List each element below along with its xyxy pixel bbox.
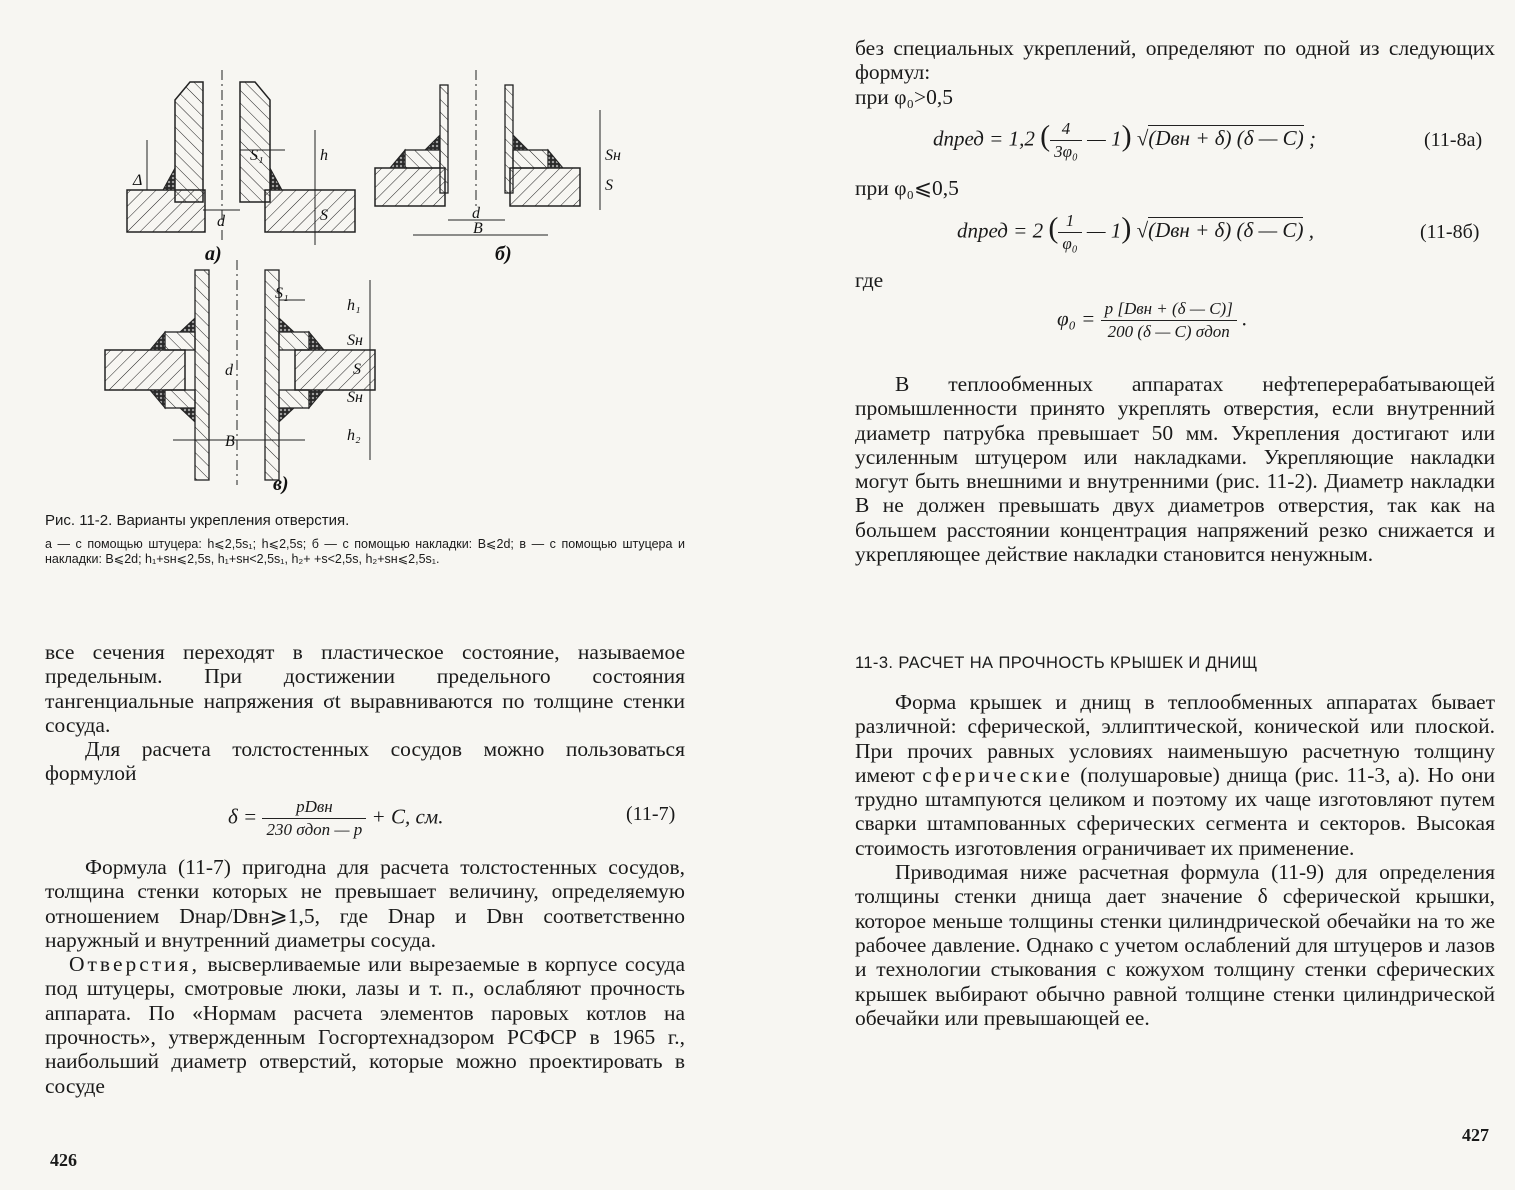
formula-11-7-denominator: 230 σдоп — p [266,820,363,839]
formula-11-8a-fraction [1050,118,1082,163]
formula-11-8a-num: 4 [1050,118,1082,141]
dim-label-h-a: h [320,147,328,164]
subfigure-b [375,70,621,265]
formula-11-8a-root: (Dвн + δ) (δ — C) [1148,126,1304,151]
dim-label-s-b: S [605,177,613,194]
right-paragraph-2: В теплообменных аппаратах нефтеперерабатывающей промышленности принято укреплять отверстия, если внутренний диаметр патрубка превышает 50 мм. Укрепления достигают или усиленным штуцером или накладками. Укрепляющие накладки могут быть внешними и внутренними (рис. 11-2). Диаметр накладки B не должен превышать двух диаметров отверстия, так как на большем расстоянии концентрация напряжений резко снижается и укрепляющее действие накладки становится ненужным. [855,372,1495,567]
equation-number-11-8b: (11-8б) [1420,221,1480,243]
subfigure-a-label: а) [205,243,222,265]
formula-11-8b-num: 1 [1058,210,1081,233]
subfigure-b-label: б) [495,243,512,265]
paragraph-4-text: высверливаемые или вырезаемые в корпусе сосуда под штуцеры, смотровые люки, лазы и т. п., ослабляют прочность аппарата. По «Нормам расчета элементов паровых котлов на прочность», утвержденным Госгортехнадзором РСФСР в 1965 г., наибольший диаметр отверстий, которые можно проектировать в сосуде [45,952,685,1098]
equation-number-11-7: (11-7) [626,803,676,825]
right-paragraph-3-spaced: сферические [922,762,1073,787]
dim-label-s-a: S [320,207,328,224]
formula-11-7 [228,796,443,841]
formula-phi-end: . [1242,306,1248,331]
formula-11-8a-end: ; [1308,126,1316,151]
paragraph-4-spaced-word: Отверстия, [69,952,200,977]
formula-11-8a-den: 3φ₀ [1054,142,1078,161]
formula-11-8a-tail: — 1 [1087,126,1122,151]
formula-11-8b-end: , [1308,218,1314,243]
right-paragraph-1: без специальных укреплений, определяют по одной из следующих формул: [855,36,1495,85]
right-paragraph-3 [855,690,1495,860]
dim-label-d-v: d [225,362,233,379]
dim-label-sn-bottom-v: Sн [347,389,363,406]
formula-phi-fraction [1101,298,1237,343]
dim-label-sn-b: Sн [605,147,621,164]
right-paragraph-4: Приводимая ниже расчетная формула (11-9) для определения толщины стенки днища дает значение δ сферической крышки, которое меньше толщины стенки цилиндрической обечайки на то же рабочее давление. Однако с учетом ослаблений для штуцеров и лазов и технологии стыкования с кожухом толщину стенки сферических крышек выбирают обычно равной толщине стенки цилиндрической обечайки или превышающей ее. [855,860,1495,1030]
dim-label-h1-v: h₁ [347,297,361,314]
dim-label-s1-v: S₁ [275,285,289,302]
formula-11-8b-root: (Dвн + δ) (δ — C) [1148,218,1304,243]
dim-label-B-v: B [225,433,235,450]
dim-label-B-b: B [473,220,483,237]
dim-label-d-a: d [217,213,225,230]
formula-11-8b-lhs: dпред = 2 [957,218,1044,243]
page-number-left: 426 [50,1150,77,1170]
formula-11-8b-fraction [1058,210,1081,255]
subfigure-v [105,260,375,495]
paragraph-1: все сечения переходят в пластическое состояние, называемое предельным. При достижении предельного состояния тангенциальные напряжения σt выравниваются по толщине стенки сосуда. [45,640,685,737]
equation-number-11-8a: (11-8а) [1424,129,1483,151]
page-number-right: 427 [1462,1125,1489,1145]
caption-body: а — с помощью штуцера: h⩽2,5s₁; h⩽2,5s; б — с помощью накладки: B⩽2d; в — с помощью штуцера и накладки: B⩽2d; h₁+sн⩽2,5s, h₁+sн<2,5s₁, h₂+ +s<2,5s, h₂+sн⩽2,5s₁. [45,537,685,566]
formula-11-8a-lhs: dпред = 1,2 [933,126,1035,151]
formula-phi-numerator: p [Dвн + (δ — C)] [1101,298,1237,321]
dim-label-s1-a: S₁ [250,147,264,164]
condition-2: при φ₀⩽0,5 [855,176,959,200]
paragraph-2: Для расчета толстостенных сосудов можно пользоваться формулой [45,737,685,786]
left-page [0,0,757,1190]
formula-phi-denominator: 200 (δ — C) σдоп [1107,322,1230,341]
caption-title: Рис. 11-2. Варианты укрепления отверстия. [45,512,350,529]
section-heading: 11-3. РАСЧЕТ НА ПРОЧНОСТЬ КРЫШЕК И ДНИЩ [855,654,1258,672]
subfigure-v-label: в) [273,473,289,495]
formula-phi-lhs: φ₀ = [1057,306,1096,331]
dim-label-delta-a: Δ [133,172,143,189]
formula-phi [1057,298,1247,343]
formula-11-7-numerator: pDвн [262,796,366,819]
dim-label-d-b: d [472,205,480,222]
formula-11-7-rhs: + C, см. [371,804,444,829]
dim-label-s-v: S [353,361,361,378]
figure-caption [45,512,685,567]
formula-11-8b-den: φ₀ [1062,234,1078,253]
right-page [757,0,1515,1190]
dim-label-sn-top-v: Sн [347,332,363,349]
paragraph-4 [45,952,685,1098]
condition-1: при φ₀>0,5 [855,84,954,109]
dim-label-h2-v: h₂ [347,427,361,444]
subfigure-a [127,70,355,265]
formula-11-8a: dпред = 1,2 ( $\frac{4}{\text{3φ₀}}$ — 1) √(Dвн + δ) (δ — C) ; [933,119,1316,161]
formula-11-8b: dпред = 2 ( $\frac{1}{\text{φ₀}}$ — 1) √(Dвн + δ) (δ — C) , [957,211,1314,253]
paragraph-3: Формула (11-7) пригодна для расчета толстостенных сосудов, толщина стенки которых не превышает величину, определяемую отношением Dнар/Dвн⩾1,5, где Dнар и Dвн соответственно наружный и внутренний диаметры сосуда. [45,855,685,952]
formula-11-8b-tail: — 1 [1086,218,1122,243]
formula-11-7-lhs: δ = [228,804,258,829]
figure-11-2 [95,60,655,500]
where-word: где [855,268,884,292]
right-paragraph-3-start: Форма крышек и днищ в теплообменных аппаратах бывает различной: сферической, эллиптической, конической или плоской. При прочих равных условиях наименьшую расчетную толщину имеют [855,690,1495,787]
formula-11-7-fraction [262,796,366,841]
right-paragraph-3-end: (полушаровые) днища (рис. 11-3, а). Но они трудно штампуются целиком и поэтому их чаще изготовляют путем сварки штампованных сферических сегмента и секторов. Высокая стоимость изготовления ограничивает их применение. [855,762,1495,860]
